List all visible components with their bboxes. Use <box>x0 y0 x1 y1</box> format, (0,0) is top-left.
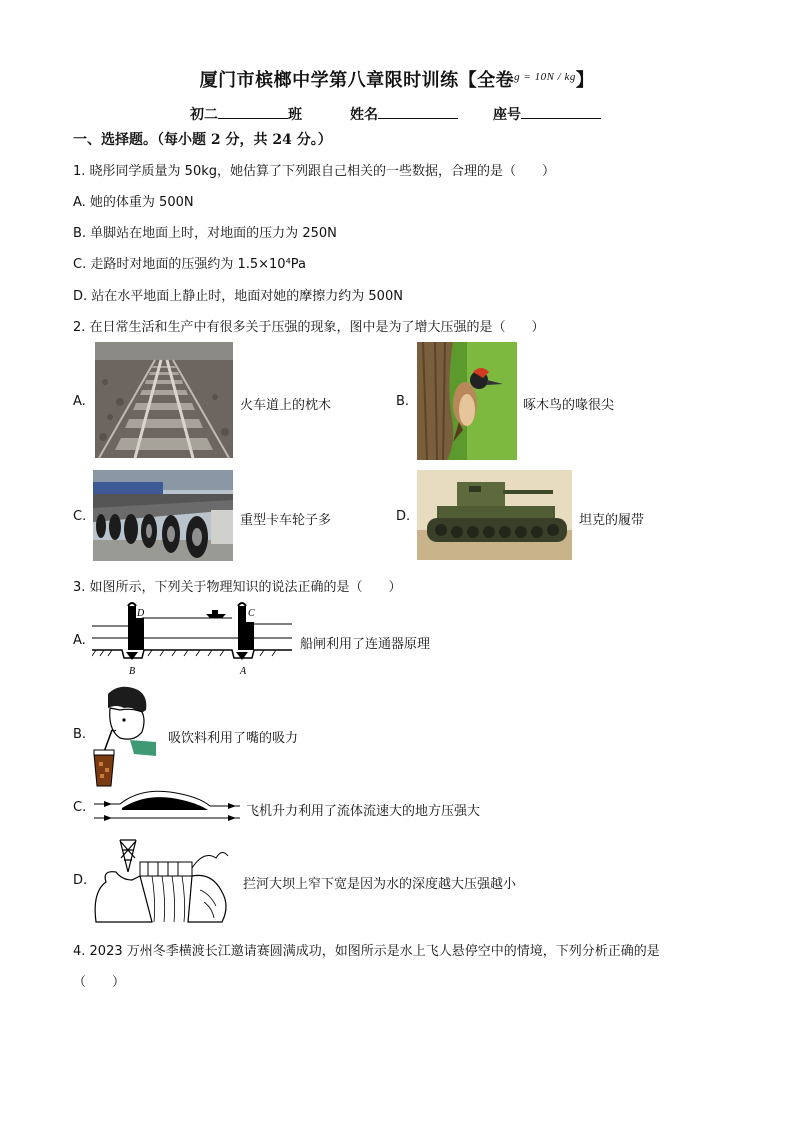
q2-b-letter[interactable]: B. <box>396 394 410 409</box>
q1-option-b[interactable]: B. 单脚站在地面上时，对地面的压力为 250N <box>73 226 337 241</box>
q2-stem: 2. 在日常生活和生产中有很多关于压强的现象，图中是为了增大压强的是（ ） <box>73 320 545 335</box>
heavy-truck-image <box>93 470 233 561</box>
q3-a-text: 船闸利用了连通器原理 <box>300 637 431 652</box>
q3-c-letter[interactable]: C. <box>73 800 87 815</box>
lock-label-b: B <box>129 666 136 677</box>
class-suffix-label: 班 <box>288 107 302 123</box>
class-prefix-label: 初二 <box>190 107 218 123</box>
page-title <box>0 66 794 92</box>
seat-field <box>493 104 601 124</box>
lock-label-c: C <box>248 608 255 619</box>
title-main: 厦门市槟榔中学第八章限时训练【全卷 <box>199 70 515 91</box>
q3-c-text: 飞机升力利用了流体流速大的地方压强大 <box>246 804 481 819</box>
ship-lock-diagram <box>92 600 292 680</box>
class-field <box>190 104 302 124</box>
q1-option-c[interactable]: C. 走路时对地面的压强约为 1.5×10⁴Pa <box>73 257 307 272</box>
q1-option-a[interactable]: A. 她的体重为 500N <box>73 195 194 210</box>
q3-b-letter[interactable]: B. <box>73 727 87 742</box>
title-end: 】 <box>575 70 595 91</box>
q2-c-letter[interactable]: C. <box>73 509 87 524</box>
tank-image <box>417 470 572 560</box>
name-field <box>350 104 458 124</box>
q3-b-text: 吸饮料利用了嘴的吸力 <box>168 731 299 746</box>
woodpecker-image <box>417 342 517 460</box>
name-label: 姓名 <box>350 107 378 123</box>
q4-stem: 4. 2023 万州冬季横渡长江邀请赛圆满成功，如图所示是水上飞人悬停空中的情境，下列分析正确的是 <box>73 944 660 959</box>
airfoil-flow-diagram <box>90 788 245 824</box>
q2-c-text: 重型卡车轮子多 <box>240 513 332 528</box>
q3-stem: 3. 如图所示，下列关于物理知识的说法正确的是（ ） <box>73 580 402 595</box>
q3-d-letter[interactable]: D. <box>73 873 88 888</box>
railway-sleepers-image <box>95 342 233 458</box>
q3-a-letter[interactable]: A. <box>73 633 86 648</box>
q1-stem: 1. 晓彤同学质量为 50kg，她估算了下列跟自己相关的一些数据，合理的是（ ） <box>73 164 555 179</box>
seat-label: 座号 <box>493 107 521 123</box>
section-heading: 一、选择题。（每小题 2 分，共 24 分。） <box>73 132 332 148</box>
q1-option-d[interactable]: D. 站在水平地面上静止时，地面对她的摩擦力约为 500N <box>73 289 403 304</box>
q2-a-letter[interactable]: A. <box>73 394 86 409</box>
q2-d-letter[interactable]: D. <box>396 509 411 524</box>
q2-a-text: 火车道上的枕木 <box>240 398 332 413</box>
q2-d-text: 坦克的履带 <box>579 513 645 528</box>
lock-label-d: D <box>137 608 145 619</box>
title-unit: g = 10N / kg <box>514 71 576 83</box>
seat-blank[interactable] <box>521 104 601 119</box>
drinking-straw-illustration <box>90 684 160 788</box>
q4-answer-paren: （ ） <box>73 975 126 990</box>
q2-b-text: 啄木鸟的喙很尖 <box>523 398 615 413</box>
dam-illustration <box>92 832 232 924</box>
lock-label-a: A <box>240 666 247 677</box>
class-blank[interactable] <box>218 104 288 119</box>
q3-d-text: 拦河大坝上窄下宽是因为水的深度越大压强越小 <box>243 877 517 892</box>
name-blank[interactable] <box>378 104 458 119</box>
